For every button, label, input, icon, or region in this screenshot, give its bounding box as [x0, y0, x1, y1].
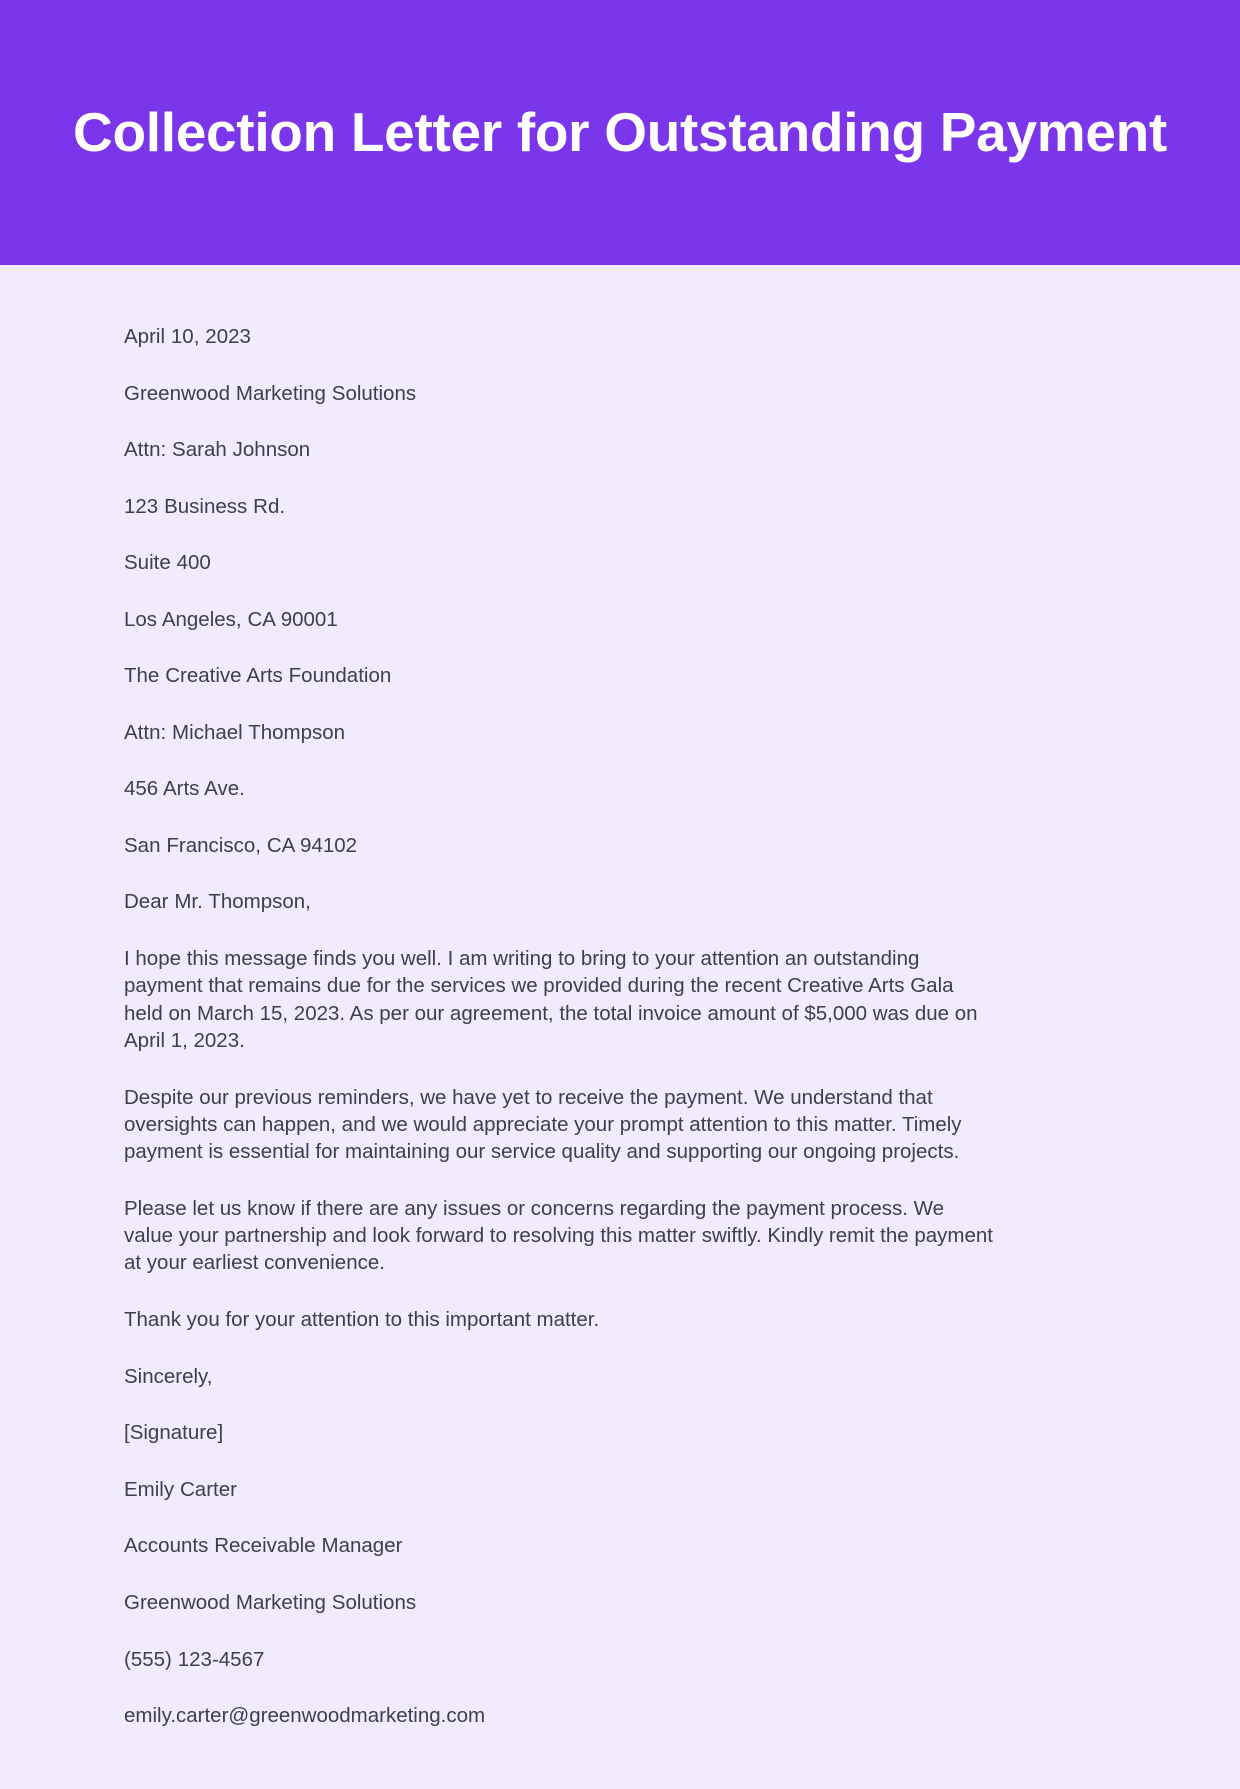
- sender-attention: Attn: Sarah Johnson: [124, 438, 311, 462]
- body-paragraph-1: I hope this message finds you well. I am writing to bring to your attention an outstanding payment that remains due for the services we provided during the recent Creative Arts Gala held on March 15, 2023. As per our agreement, the total invoice amount of $5,000 was due on April 1, 2023.: [124, 947, 978, 1052]
- page-title: Collection Letter for Outstanding Payment: [73, 100, 1167, 163]
- signature-placeholder: [Signature]: [124, 1421, 224, 1445]
- closing: Sincerely,: [124, 1364, 213, 1388]
- letter-date: April 10, 2023: [124, 325, 251, 348]
- signer-email: emily.carter@greenwoodmarketing.com: [124, 1704, 486, 1728]
- recipient-city-state-zip: San Francisco, CA 94102: [124, 833, 358, 857]
- body-paragraph-2: Despite our previous reminders, we have yet to receive the payment. We understand that oversights can happen, and we would appreciate your prompt attention to this matter. Timely payment is essential for maintaining our service quality and supporting our ongoing projects.: [124, 1085, 962, 1164]
- sender-company: Greenwood Marketing Solutions: [124, 381, 417, 405]
- document-header-banner: [0, 0, 1240, 265]
- salutation: Dear Mr. Thompson,: [124, 890, 311, 914]
- recipient-organization: The Creative Arts Foundation: [124, 664, 392, 688]
- body-paragraph-3: Please let us know if there are any issues or concerns regarding the payment process. We value your partnership and look forward to resolving this matter swiftly. Kindly remit the payment at your earliest convenience.: [124, 1196, 993, 1275]
- body-paragraph-4: Thank you for your attention to this important matter.: [124, 1308, 600, 1332]
- letter-body: [0, 265, 1240, 1789]
- signer-name: Emily Carter: [124, 1477, 237, 1501]
- sender-suite: Suite 400: [124, 551, 211, 575]
- signer-company: Greenwood Marketing Solutions: [124, 1590, 417, 1614]
- signer-title: Accounts Receivable Manager: [124, 1534, 403, 1558]
- recipient-street: 456 Arts Ave.: [124, 777, 245, 801]
- recipient-attention: Attn: Michael Thompson: [124, 720, 346, 744]
- sender-city-state-zip: Los Angeles, CA 90001: [124, 607, 338, 631]
- signer-phone: (555) 123-4567: [124, 1647, 265, 1671]
- sender-street: 123 Business Rd.: [124, 494, 286, 518]
